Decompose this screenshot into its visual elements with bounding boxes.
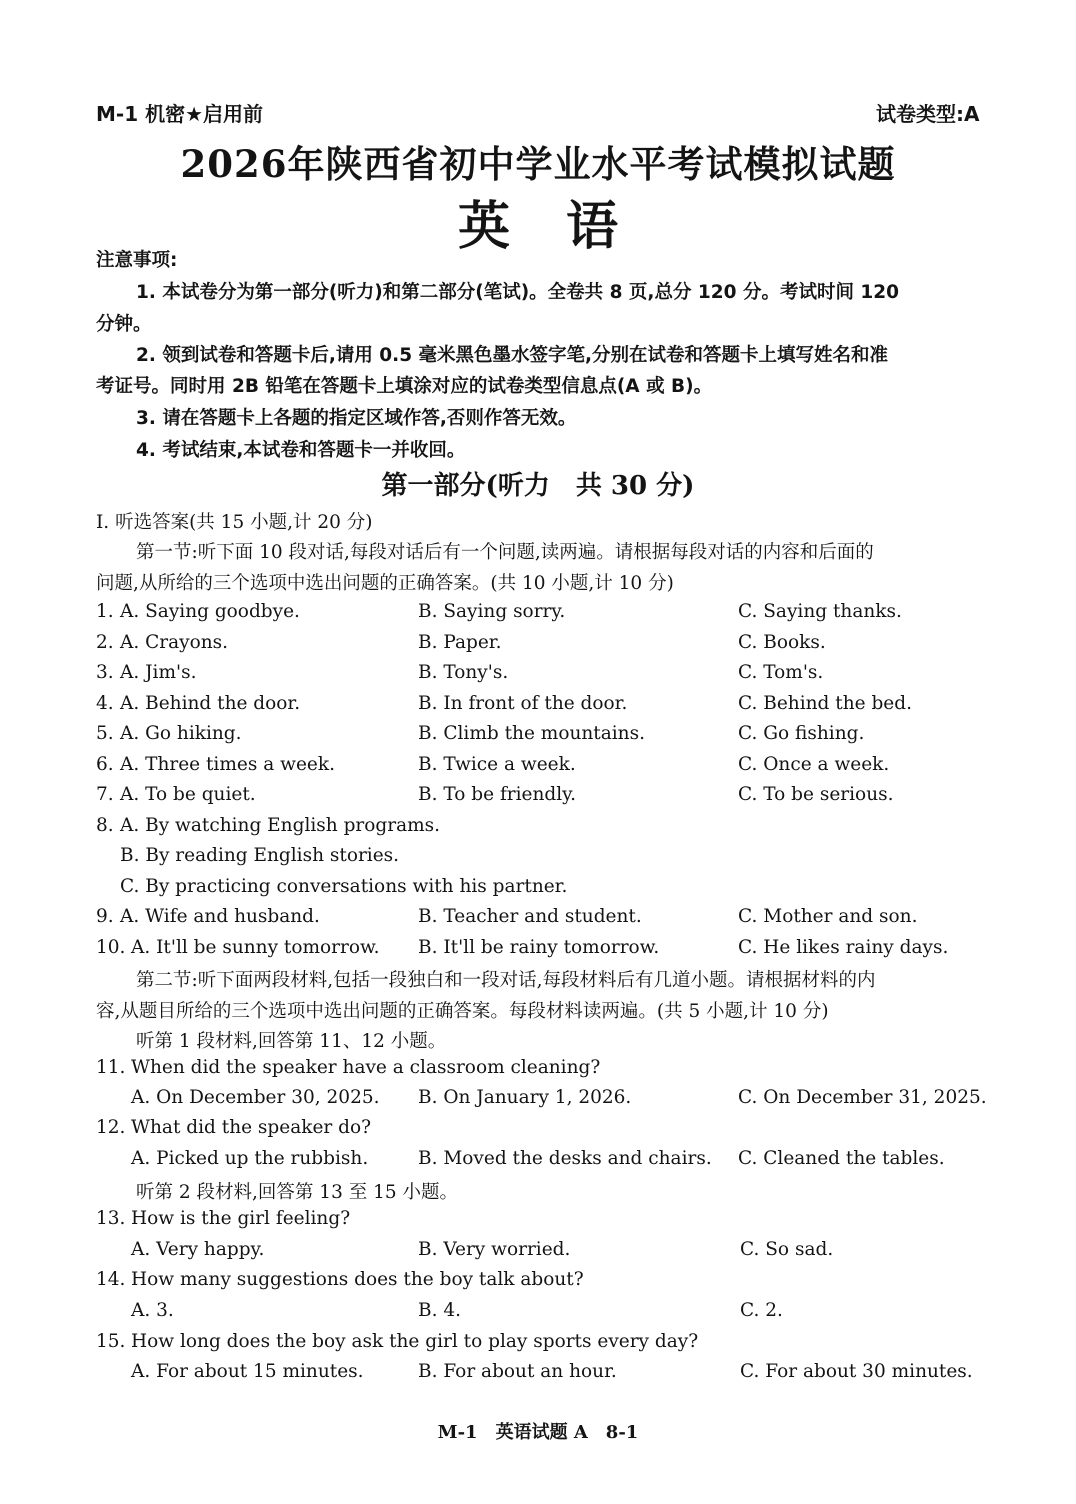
- option-c: C. By practicing conversations with his partner.: [120, 876, 568, 897]
- option-a: A. Wife and husband.: [120, 906, 320, 927]
- option-a: A. Very happy.: [131, 1239, 265, 1260]
- question-number: 14.: [96, 1269, 126, 1290]
- option-b: B. Climb the mountains.: [418, 723, 645, 744]
- confidential-label: M-1 机密★启用前: [96, 102, 264, 126]
- question-text: How long does the boy ask the girl to play sports every day?: [131, 1331, 699, 1352]
- option-a: A. Jim's.: [120, 662, 197, 683]
- option-a: A. To be quiet.: [120, 784, 256, 805]
- section-two-instructions-line-1: 第二节:听下面两段材料,包括一段独白和一段对话,每段材料后有几道小题。请根据材料的内: [136, 970, 876, 991]
- question-text: How many suggestions does the boy talk about?: [131, 1269, 584, 1290]
- option-b: B. Very worried.: [418, 1239, 571, 1260]
- question-number: 13.: [96, 1208, 126, 1229]
- exam-title: 2026年陕西省初中学业水平考试模拟试题: [180, 142, 896, 186]
- option-c: C. 2.: [740, 1300, 783, 1321]
- option-c: C. For about 30 minutes.: [740, 1361, 973, 1382]
- section-heading: I. 听选答案(共 15 小题,计 20 分): [96, 512, 373, 533]
- notice-heading: 注意事项:: [96, 250, 178, 271]
- option-c: C. Behind the bed.: [738, 693, 912, 714]
- question-text: What did the speaker do?: [131, 1117, 372, 1138]
- part-one-title: 第一部分(听力 共 30 分): [381, 471, 695, 501]
- option-b: B. Teacher and student.: [418, 906, 642, 927]
- subject-char-1: 英: [457, 197, 510, 257]
- question-number: 3.: [96, 662, 114, 683]
- option-b: B. By reading English stories.: [120, 845, 400, 866]
- option-b: B. Saying sorry.: [418, 601, 566, 622]
- paper-type-label: 试卷类型:A: [876, 102, 980, 126]
- option-c: C. On December 31, 2025.: [738, 1087, 987, 1108]
- option-c: C. Once a week.: [738, 754, 890, 775]
- question-text: When did the speaker have a classroom cleaning?: [131, 1057, 601, 1078]
- subject-char-2: 语: [566, 197, 619, 257]
- option-c: C. So sad.: [740, 1239, 834, 1260]
- option-b: B. It'll be rainy tomorrow.: [418, 937, 660, 958]
- option-a: A. Behind the door.: [120, 693, 301, 714]
- question-number: 6.: [96, 754, 114, 775]
- option-c: C. Mother and son.: [738, 906, 918, 927]
- question-number: 7.: [96, 784, 114, 805]
- question-text: How is the girl feeling?: [131, 1208, 351, 1229]
- option-a: A. On December 30, 2025.: [131, 1087, 380, 1108]
- option-c: C. Go fishing.: [738, 723, 865, 744]
- option-a: A. Picked up the rubbish.: [131, 1148, 369, 1169]
- notice-item-3: 3. 请在答题卡上各题的指定区域作答,否则作答无效。: [136, 408, 577, 429]
- notice-item-2-line-2: 考证号。同时用 2B 铅笔在答题卡上填涂对应的试卷类型信息点(A 或 B)。: [96, 376, 713, 397]
- section-one-instructions-line-2: 问题,从所给的三个选项中选出问题的正确答案。(共 10 小题,计 10 分): [96, 573, 674, 594]
- question-number: 4.: [96, 693, 114, 714]
- question-number: 9.: [96, 906, 114, 927]
- option-a: A. 3.: [131, 1300, 174, 1321]
- question-number: 11.: [96, 1057, 126, 1078]
- option-c: C. Saying thanks.: [738, 601, 902, 622]
- notice-item-2-line-1: 2. 领到试卷和答题卡后,请用 0.5 毫米黑色墨水签字笔,分别在试卷和答题卡上填写姓名和准: [136, 345, 889, 366]
- question-number: 8.: [96, 815, 114, 836]
- material-1-instruction: 听第 1 段材料,回答第 11、12 小题。: [136, 1031, 447, 1052]
- question-number: 5.: [96, 723, 114, 744]
- question-number: 1.: [96, 601, 114, 622]
- page-footer: M-1 英语试题 A 8-1: [437, 1422, 639, 1443]
- option-c: C. He likes rainy days.: [738, 937, 949, 958]
- option-b: B. On January 1, 2026.: [418, 1087, 632, 1108]
- option-b: B. Paper.: [418, 632, 502, 653]
- question-number: 10.: [96, 937, 126, 958]
- question-number: 2.: [96, 632, 114, 653]
- option-a: A. It'll be sunny tomorrow.: [131, 937, 380, 958]
- option-a: A. Three times a week.: [120, 754, 335, 775]
- section-one-instructions-line-1: 第一节:听下面 10 段对话,每段对话后有一个问题,读两遍。请根据每段对话的内容和后面的: [136, 542, 874, 563]
- option-b: B. Twice a week.: [418, 754, 576, 775]
- option-a: A. Saying goodbye.: [120, 601, 300, 622]
- option-b: B. Tony's.: [418, 662, 509, 683]
- section-two-instructions-line-2: 容,从题目所给的三个选项中选出问题的正确答案。每段材料读两遍。(共 5 小题,计 10 分): [96, 1001, 829, 1022]
- notice-item-1-line-2: 分钟。: [96, 314, 152, 335]
- option-c: C. Tom's.: [738, 662, 824, 683]
- option-b: B. 4.: [418, 1300, 462, 1321]
- option-b: B. In front of the door.: [418, 693, 628, 714]
- notice-item-4: 4. 考试结束,本试卷和答题卡一并收回。: [136, 440, 466, 461]
- option-c: C. Books.: [738, 632, 826, 653]
- option-a: A. Go hiking.: [120, 723, 242, 744]
- notice-item-1-line-1: 1. 本试卷分为第一部分(听力)和第二部分(笔试)。全卷共 8 页,总分 120 分。考试时间 120: [136, 282, 900, 303]
- option-b: B. To be friendly.: [418, 784, 577, 805]
- option-c: C. Cleaned the tables.: [738, 1148, 945, 1169]
- option-a: A. By watching English programs.: [120, 815, 441, 836]
- question-number: 12.: [96, 1117, 126, 1138]
- material-2-instruction: 听第 2 段材料,回答第 13 至 15 小题。: [136, 1182, 459, 1203]
- option-b: B. For about an hour.: [418, 1361, 617, 1382]
- option-c: C. To be serious.: [738, 784, 894, 805]
- option-b: B. Moved the desks and chairs.: [418, 1148, 712, 1169]
- question-number: 15.: [96, 1331, 126, 1352]
- option-a: A. Crayons.: [120, 632, 229, 653]
- option-a: A. For about 15 minutes.: [131, 1361, 364, 1382]
